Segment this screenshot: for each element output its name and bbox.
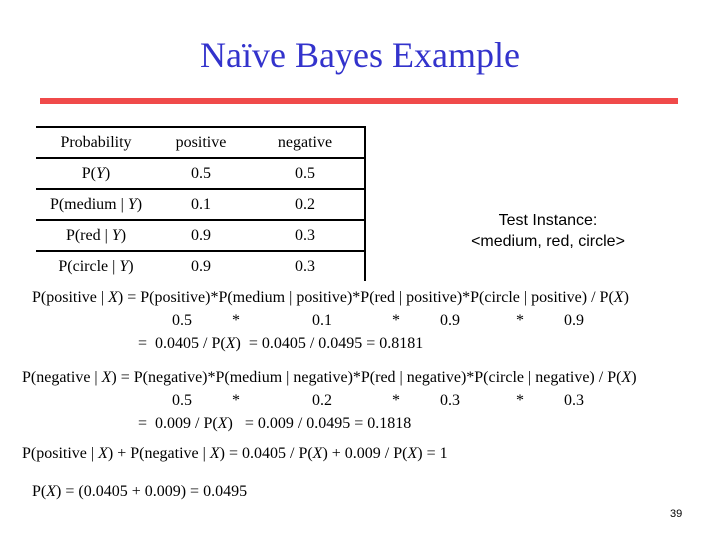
table-row <box>36 251 365 281</box>
table-header-row <box>36 127 365 158</box>
header-negative: negative <box>246 127 365 158</box>
row-negative-value: 0.3 <box>246 220 365 251</box>
negative-posterior-values: 0.5 * 0.2 * 0.3 * 0.3 <box>172 392 584 409</box>
test-instance-value: <medium, red, circle> <box>471 233 625 250</box>
header-probability: Probability <box>36 127 156 158</box>
positive-posterior-formula: P(positive | X) = P(positive)*P(medium | positive)*P(red | positive)*P(circle | positive) / P(X) <box>32 289 629 306</box>
row-label: P(medium | Y) <box>36 189 156 220</box>
header-positive: positive <box>156 127 246 158</box>
posterior-sum-line: P(positive | X) + P(negative | X) = 0.0405 / P(X) + 0.009 / P(X) = 1 <box>22 445 448 462</box>
slide-title: Naïve Bayes Example <box>200 35 520 75</box>
row-label: P(circle | Y) <box>36 251 156 281</box>
row-label: P(Y) <box>36 158 156 189</box>
probability-table <box>36 126 366 281</box>
row-negative-value: 0.2 <box>246 189 365 220</box>
test-instance-heading: Test Instance: <box>498 212 598 229</box>
row-negative-value: 0.5 <box>246 158 365 189</box>
positive-posterior-result: = 0.0405 / P(X) = 0.0405 / 0.0495 = 0.8181 <box>138 335 424 352</box>
row-label: P(red | Y) <box>36 220 156 251</box>
table-row <box>36 220 365 251</box>
row-negative-value: 0.3 <box>246 251 365 281</box>
test-instance-note <box>448 210 648 252</box>
negative-posterior-result: = 0.009 / P(X) = 0.009 / 0.0495 = 0.1818 <box>138 415 412 432</box>
table-row <box>36 158 365 189</box>
row-positive-value: 0.5 <box>156 158 246 189</box>
negative-posterior-formula: P(negative | X) = P(negative)*P(medium | negative)*P(red | negative)*P(circle | negative) / P(X) <box>22 369 637 386</box>
positive-posterior-values: 0.5 * 0.1 * 0.9 * 0.9 <box>172 312 584 329</box>
title-underline <box>40 98 678 104</box>
row-positive-value: 0.9 <box>156 220 246 251</box>
row-positive-value: 0.9 <box>156 251 246 281</box>
slide-number: 39 <box>670 508 683 520</box>
row-positive-value: 0.1 <box>156 189 246 220</box>
table-row <box>36 189 365 220</box>
evidence-line: P(X) = (0.0405 + 0.009) = 0.0495 <box>32 483 248 500</box>
